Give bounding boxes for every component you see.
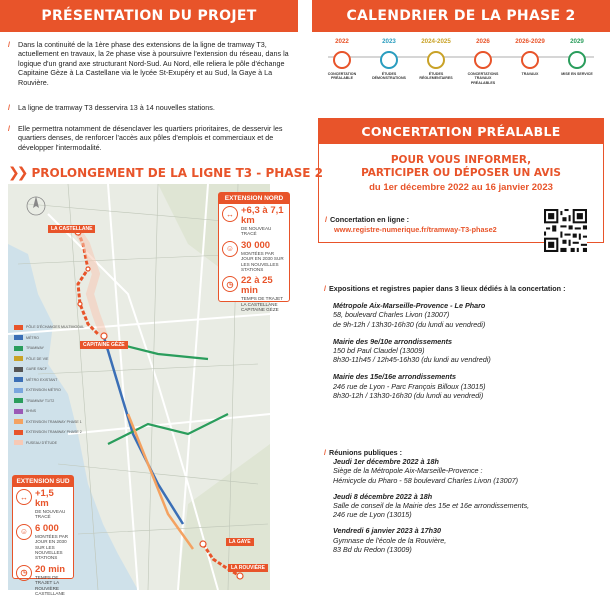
presentation-title: PRÉSENTATION DU PROJET [41, 8, 257, 24]
legend-swatch [14, 419, 23, 424]
nord-stat-length [219, 204, 289, 239]
timeline-step [512, 38, 548, 76]
sud-time-value: 20 min [35, 563, 66, 575]
label-la-rouviere: LA ROUVIÈRE [228, 564, 268, 572]
nord-time-caption: TEMPS DE TRAJET LA CASTELLANE CAPITAINE GÈZE [241, 296, 283, 313]
meeting-place: Gymnase de l'école de la Rouvière, [333, 535, 447, 545]
expositions-section [324, 284, 604, 400]
timeline-step-icon [380, 51, 398, 69]
timeline-label: ÉTUDES DÉMONSTRATIONS [372, 72, 406, 81]
slash-bullet: / [324, 284, 326, 293]
legend-swatch [14, 335, 23, 340]
meeting-place: Siège de la Métropole Aix-Marseille-Provence : [333, 466, 483, 476]
legend-swatch [14, 367, 23, 372]
expositions-heading: Expositions et registres papier dans 3 lieux dédiés à la concertation : [329, 284, 566, 293]
nord-time-value: 22 à 25 min [241, 275, 273, 297]
timeline-step [465, 38, 501, 85]
clock-icon: ◷ [16, 565, 32, 581]
timeline-step [371, 38, 407, 81]
nord-riders-caption: MONTÉES PAR JOUR EN 2030 SUR LES NOUVELLES STATIONS [241, 250, 284, 273]
online-label: Concertation en ligne : [330, 215, 410, 224]
meeting-item [324, 457, 604, 485]
timeline-step-icon [427, 51, 445, 69]
venue-address: 246 rue de Lyon - Parc François Billoux (13015) [333, 381, 486, 391]
sud-length-value: +1,5 km [35, 488, 54, 509]
extension-sud-card [12, 475, 74, 597]
sud-stat-riders [13, 522, 73, 563]
slash-bullet: / [325, 215, 328, 224]
legend-item [14, 354, 94, 365]
intro-text-1: Dans la continuité de la 1ère phase des extensions de la ligne de tramway T3, actuellement en travaux, la 2e phase vise à poursuivre l'extension du réseau, dans la logique d'un grand axe structurant Nord-Sud. Au Nord, elle reliera le pôle d'échange Capitaine Gèze à La Castellane via le lycée St-Exupéry et au Sud, la Gaye à La Rouvière. [18, 40, 289, 87]
sud-riders-value: 6 000 [35, 522, 59, 534]
venue-item [324, 337, 604, 365]
intro-text-3: Elle permettra notamment de désenclaver les quartiers prioritaires, de desservir les quartiers denses, de renforcer l'accès aux pôles d'emplois et commerciaux et de développer l'intermodalité. [18, 124, 283, 152]
legend-swatch [14, 409, 23, 414]
legend-label: EXTENSION MÉTRO [26, 388, 61, 393]
legend-swatch [14, 440, 23, 445]
intro-paragraph-3 [8, 124, 294, 152]
meeting-date: Jeudi 1er décembre 2022 à 18h [333, 457, 439, 467]
sud-stat-length [13, 487, 73, 522]
legend-item [14, 396, 94, 407]
venue-hours: 8h30-11h45 / 12h45-16h30 (du lundi au vendredi) [333, 355, 491, 365]
sud-riders-caption: MONTÉES PAR JOUR EN 2030 SUR LES NOUVELLES STATIONS [35, 533, 69, 561]
extension-nord-card [218, 192, 290, 313]
legend-item [14, 322, 94, 333]
venue-list [324, 301, 604, 400]
legend-swatch [14, 325, 23, 330]
legend-item [14, 385, 94, 396]
legend-item [14, 417, 94, 428]
timeline-step [418, 38, 454, 81]
meeting-date: Jeudi 8 décembre 2022 à 18h [333, 491, 433, 501]
timeline-label: CONCERTATION PRÉALABLE [327, 72, 357, 81]
legend-swatch [14, 346, 23, 351]
concertation-dates: du 1er décembre 2022 au 16 janvier 2023 [369, 182, 553, 193]
timeline-year: 2026-2029 [515, 38, 545, 45]
timeline-label: TRAVAUX [521, 72, 539, 76]
legend-item [14, 406, 94, 417]
timeline-year: 2023 [382, 38, 396, 45]
slash-bullet: / [8, 124, 10, 133]
timeline-step [559, 38, 595, 76]
extension-sud-title: EXTENSION SUD [13, 476, 73, 487]
people-icon: ☺ [16, 524, 32, 540]
nord-stat-riders [219, 239, 289, 275]
label-capitaine-geze: CAPITAINE GÈZE [80, 341, 128, 349]
sud-stat-time [13, 563, 73, 599]
legend-label: PÔLE D'ÉCHANGES MULTIMODAL [26, 325, 85, 330]
venue-hours: 8h30-12h / 13h30-16h30 (du lundi au vendredi) [333, 390, 484, 400]
legend-label: FUSEAU D'ÉTUDE [26, 440, 58, 445]
map-title-text: PROLONGEMENT DE LA LIGNE T3 - PHASE 2 [31, 166, 323, 180]
label-la-gaye: LA GAYE [226, 538, 254, 546]
legend-label: MÉTRO EXISTANT [26, 377, 58, 382]
legend-label: EXTENSION TRAMWAY PHASE 2 [26, 430, 82, 435]
legend-item [14, 375, 94, 386]
legend-swatch [14, 377, 23, 382]
venue-name: Mairie des 15e/16e arrondissements [333, 372, 457, 382]
timeline-year: 2022 [335, 38, 349, 45]
concertation-subtitle-line1: POUR VOUS INFORMER, [390, 154, 532, 166]
meeting-list [324, 457, 604, 554]
meeting-item [324, 492, 604, 520]
venue-address: 150 bd Paul Claudel (13009) [333, 346, 425, 356]
legend-label: TRAMWAY T1/T2 [26, 398, 55, 403]
legend-item [14, 333, 94, 344]
venue-item [324, 301, 604, 329]
label-castellane: LA CASTELLANE [48, 225, 95, 233]
timeline-label: CONCERTATIONS TRAVAUX PRÉALABLES [467, 72, 499, 85]
meeting-address: 83 Bd du Redon (13009) [333, 544, 412, 554]
map-title [8, 165, 323, 181]
intro-paragraph-2 [8, 103, 294, 112]
timeline-year: 2024-2025 [421, 38, 451, 45]
concertation-subtitle-line2: PARTICIPER OU DÉPOSER UN AVIS [361, 167, 561, 179]
nord-riders-value: 30 000 [241, 239, 271, 251]
timeline-step-icon [474, 51, 492, 69]
timeline-step-icon [521, 51, 539, 69]
timeline-step [324, 38, 360, 81]
people-icon: ☺ [222, 241, 238, 257]
intro-paragraph-1 [8, 40, 294, 87]
slash-bullet: / [324, 448, 326, 457]
concertation-title: CONCERTATION PRÉALABLE [319, 119, 603, 144]
sud-length-caption: DE NOUVEAU TRACÉ [35, 509, 66, 520]
meeting-item [324, 526, 604, 554]
meetings-section [324, 448, 604, 554]
venue-address: 58, boulevard Charles Livon (13007) [333, 310, 450, 320]
meeting-address: Hémicycle du Pharo - 58 boulevard Charles Livon (13007) [333, 475, 518, 485]
timeline-label: ÉTUDES RÉGLEMENTAIRES [419, 72, 453, 81]
legend-swatch [14, 356, 23, 361]
meetings-heading: Réunions publiques : [329, 448, 403, 457]
meeting-address: 246 rue de Lyon (13015) [333, 510, 412, 520]
legend-item [14, 343, 94, 354]
legend-label: EXTENSION TRAMWAY PHASE 1 [26, 419, 82, 424]
concertation-box [318, 118, 604, 243]
slash-bullet: / [8, 103, 10, 112]
legend-item [14, 438, 94, 449]
chevrons-icon: ❯❯ [8, 165, 26, 181]
venue-name: Métropole Aix-Marseille-Provence - Le Pharo [333, 301, 486, 311]
legend-label: TRAMWAY [26, 346, 44, 351]
online-url-link[interactable]: www.registre-numerique.fr/tramway-T3-phase2 [334, 224, 497, 234]
nord-length-caption: DE NOUVEAU TRACÉ [241, 226, 272, 237]
venue-item [324, 372, 604, 400]
legend-swatch [14, 430, 23, 435]
legend-swatch [14, 388, 23, 393]
legend-swatch [14, 398, 23, 403]
calendar-title: CALENDRIER DE LA PHASE 2 [346, 8, 576, 24]
slash-bullet: / [8, 40, 10, 49]
timeline-step-icon [568, 51, 586, 69]
timeline-step-icon [333, 51, 351, 69]
venue-hours: de 9h-12h / 13h30-16h30 (du lundi au vendredi) [333, 319, 486, 329]
online-concertation [325, 215, 497, 234]
calendar-banner [312, 0, 610, 32]
meeting-date: Vendredi 6 janvier 2023 à 17h30 [333, 526, 442, 536]
intro-text-2: La ligne de tramway T3 desservira 13 à 14 nouvelles stations. [18, 103, 215, 112]
phase-timeline [318, 38, 604, 98]
timeline-year: 2029 [570, 38, 584, 45]
concertation-subtitle [319, 154, 603, 180]
legend-item [14, 427, 94, 438]
extension-nord-title: EXTENSION NORD [219, 193, 289, 204]
meeting-place: Salle de conseil de la Mairie des 15e et 16e arrondissements, [333, 501, 530, 511]
timeline-year: 2026 [476, 38, 490, 45]
legend-item [14, 364, 94, 375]
legend-label: MÉTRO [26, 335, 39, 340]
legend-label: GARE SNCF [26, 367, 47, 372]
legend-label: BHNS [26, 409, 36, 414]
timeline-axis [328, 56, 594, 58]
map-legend [14, 322, 94, 448]
nord-stat-time [219, 274, 289, 314]
venue-name: Mairie des 9e/10e arrondissements [333, 336, 453, 346]
route-icon: ↔ [16, 489, 32, 505]
presentation-banner [0, 0, 298, 32]
sud-time-caption: TEMPS DE TRAJET LA ROUVIÈRE CASTELLANE [35, 574, 65, 597]
clock-icon: ◷ [222, 276, 238, 292]
nord-length-value: +6,3 à 7,1 km [241, 205, 284, 226]
qr-code[interactable] [544, 209, 587, 252]
route-icon: ↔ [222, 206, 238, 222]
legend-label: PÔLE DE VIE [26, 356, 49, 361]
timeline-label: MISE EN SERVICE [561, 72, 593, 76]
